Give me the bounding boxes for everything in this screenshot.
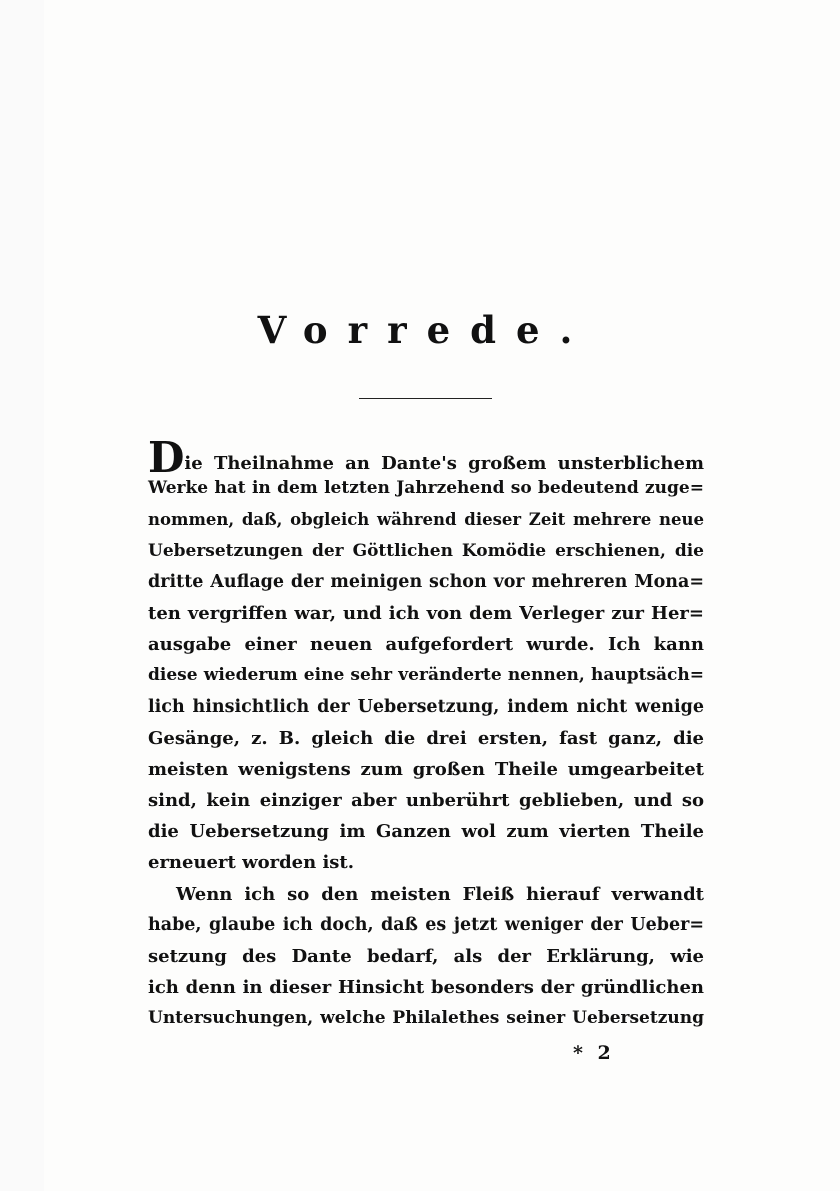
text-line: setzung des Dante bedarf, als der Erklärung, wie: [148, 946, 704, 967]
body-text: [148, 433, 704, 1035]
text-line: Uebersetzungen der Göttlichen Komödie erschienen, die: [148, 540, 704, 561]
text-line: dritte Auflage der meinigen schon vor mehreren Mona=: [148, 571, 704, 592]
text-line: Wenn ich so den meisten Fleiß hierauf verwandt: [176, 883, 704, 905]
text-line: diese wiederum eine sehr veränderte nennen, hauptsäch=: [148, 665, 704, 686]
text-line: ten vergriffen war, und ich von dem Verleger zur Her=: [148, 602, 704, 624]
text-line: ich denn in dieser Hinsicht besonders der gründlichen: [148, 977, 704, 999]
text-line: sind, kein einziger aber unberührt geblieben, und so: [148, 790, 704, 812]
heading-rule: [359, 398, 492, 399]
text-line: Gesänge, z. B. gleich die drei ersten, fast ganz, die: [148, 727, 704, 749]
text-line: ausgabe einer neuen aufgefordert wurde. Ich kann: [148, 634, 704, 656]
signature-mark: * 2: [573, 1042, 615, 1064]
text-line: meisten wenigstens zum großen Theile umgearbeitet: [148, 758, 704, 780]
text-line: erneuert worden ist.: [148, 852, 355, 874]
text-line: Untersuchungen, welche Philalethes seiner Uebersetzung: [148, 1008, 704, 1029]
scan-margin: [0, 0, 44, 1191]
text-line-rest: ie Theilnahme an Dante's großem unsterblichem: [184, 453, 704, 474]
text-line: lich hinsichtlich der Uebersetzung, indem nicht wenige: [148, 696, 704, 717]
text-line: die Uebersetzung im Ganzen wol zum vierten Theile: [148, 821, 704, 843]
drop-cap: D: [148, 433, 185, 482]
text-line: Werke hat in dem letzten Jahrzehend so bedeutend zuge=: [148, 478, 704, 499]
text-line: [148, 433, 704, 482]
page-heading: Vorrede.: [257, 308, 593, 352]
text-line: nommen, daß, obgleich während dieser Zeit mehrere neue: [148, 510, 704, 530]
text-line: habe, glaube ich doch, daß es jetzt weniger der Ueber=: [148, 914, 704, 935]
